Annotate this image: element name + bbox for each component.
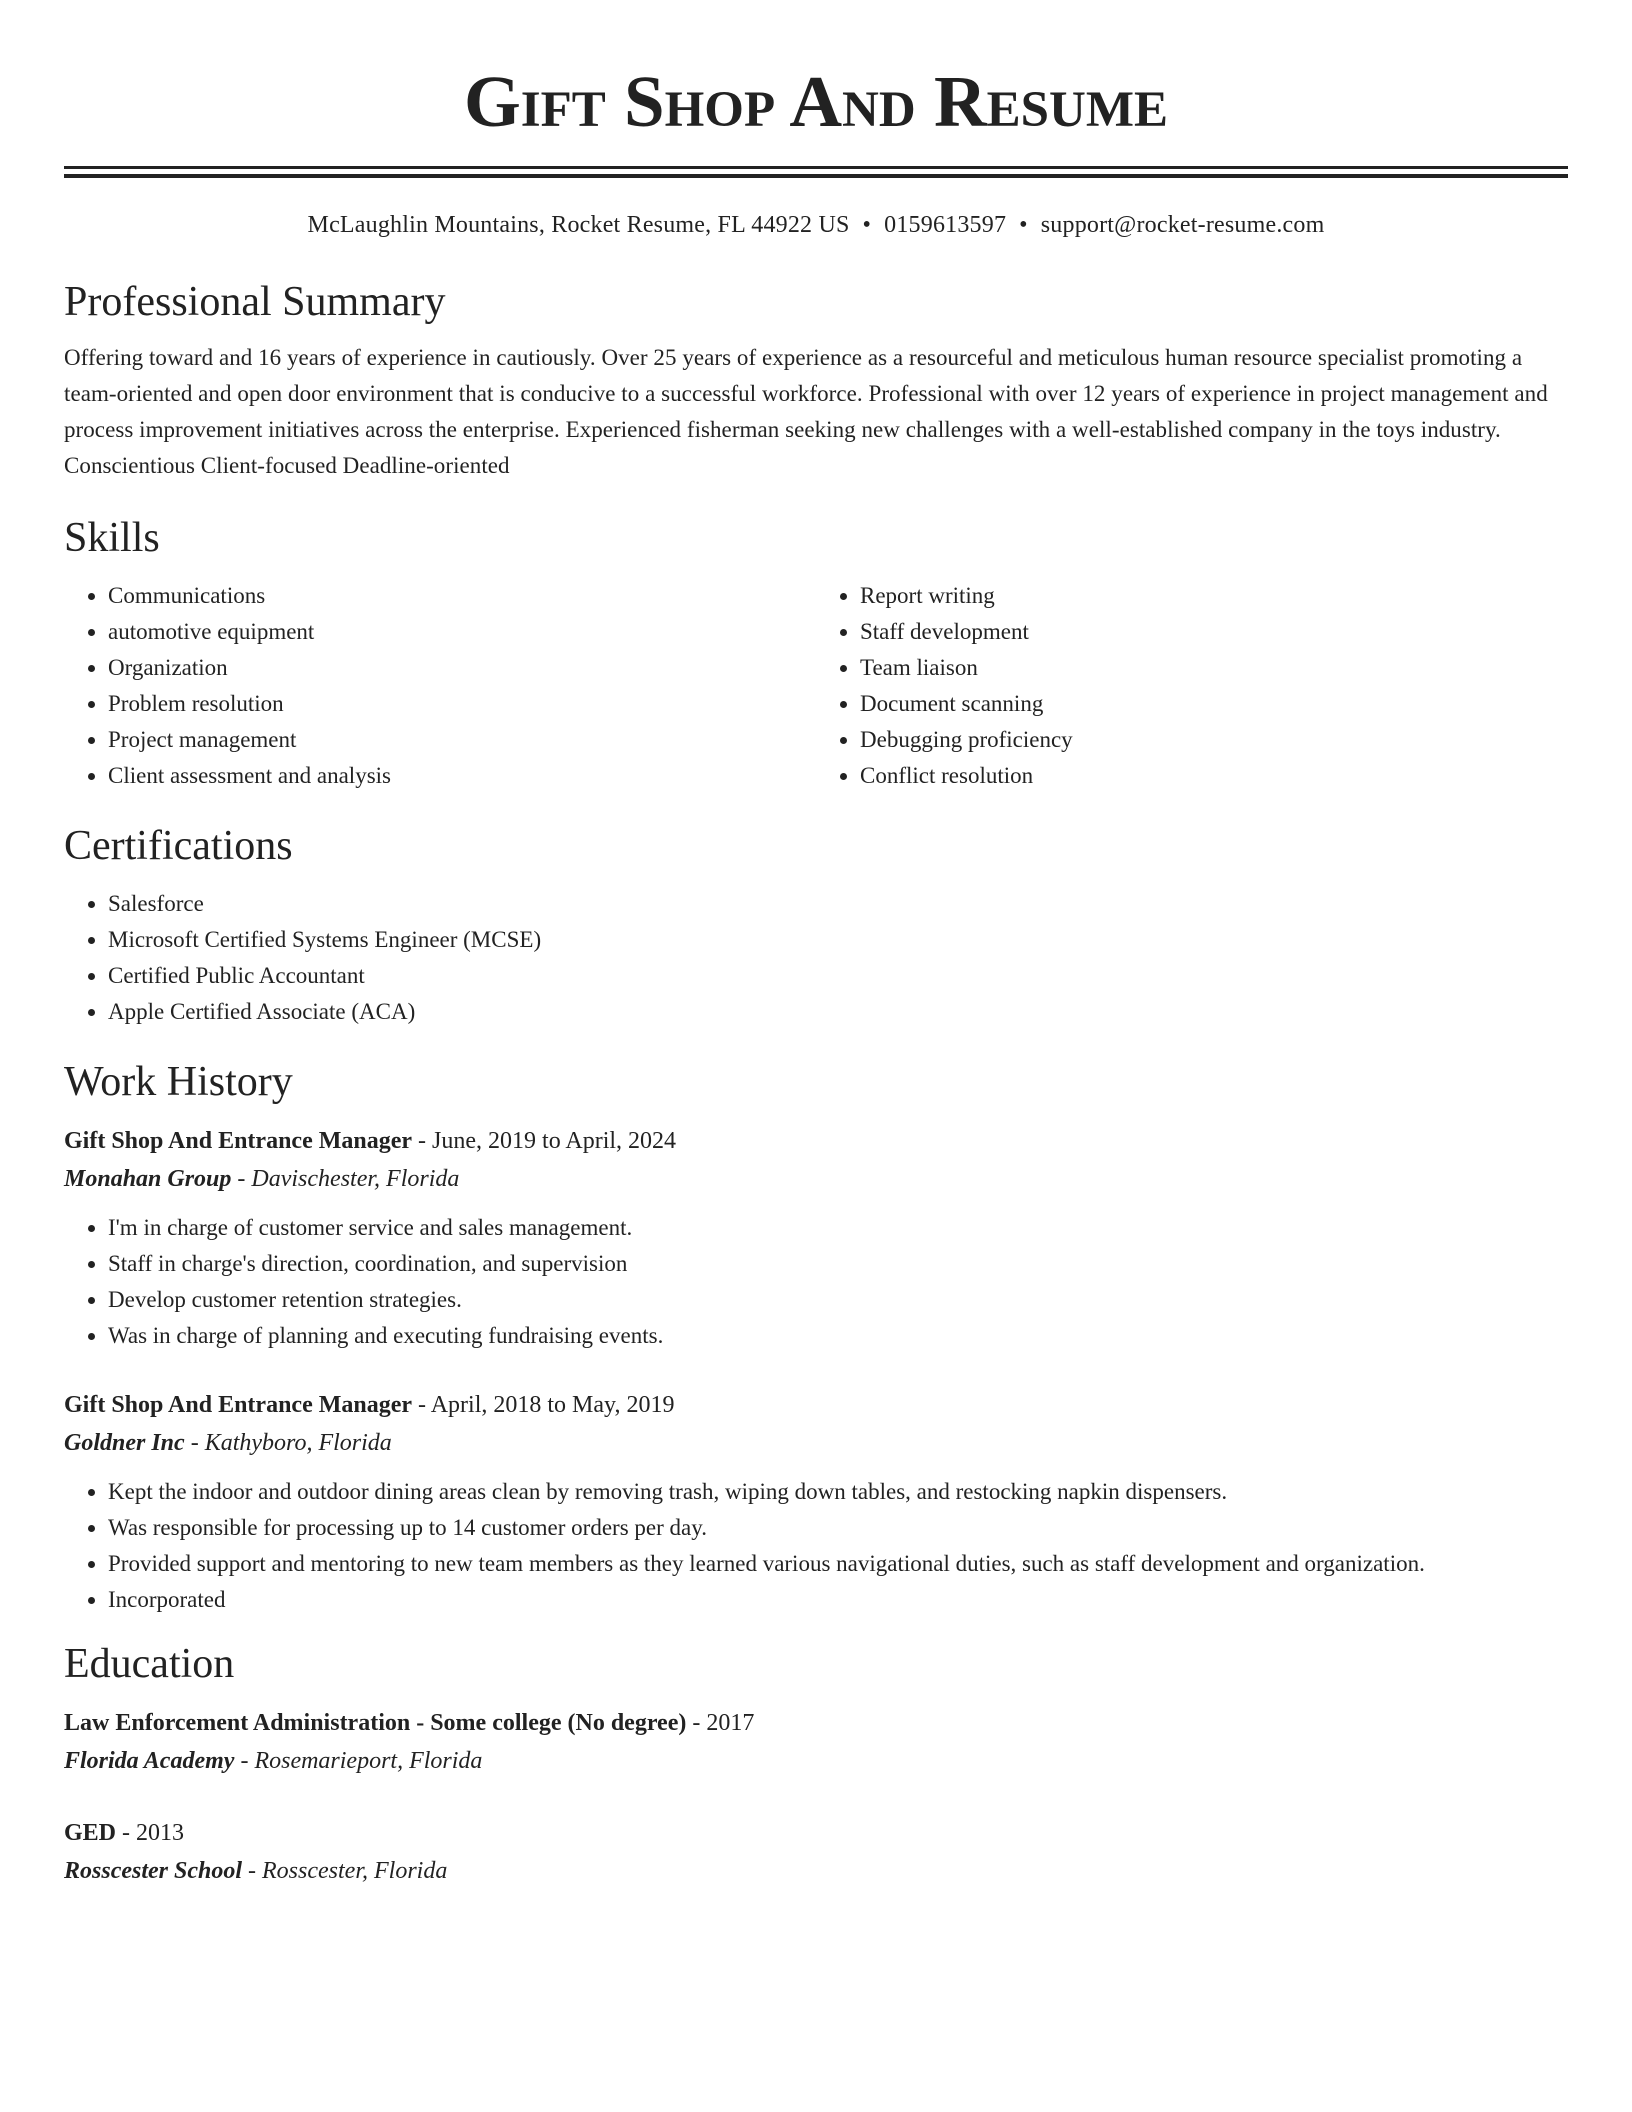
job-duty: • Develop customer retention strategies.	[108, 1282, 1568, 1318]
job-entry	[64, 1122, 1568, 1354]
education-school-line	[64, 1852, 1568, 1890]
contact-separator: •	[862, 212, 872, 238]
education-entry	[64, 1704, 1568, 1780]
certifications-list	[64, 886, 1568, 1030]
skill-item: • Client assessment and analysis	[108, 758, 816, 794]
dash: -	[412, 1128, 433, 1154]
contact-line	[64, 210, 1568, 240]
skill-item: • Communications	[108, 578, 816, 614]
job-company: Goldner Inc	[64, 1430, 185, 1456]
certification-item: • Apple Certified Associate (ACA)	[108, 994, 1568, 1030]
job-company-line	[64, 1160, 1568, 1198]
certification-item: • Salesforce	[108, 886, 1568, 922]
title-rule-bottom	[64, 174, 1568, 178]
job-duties	[64, 1474, 1568, 1618]
job-duty: • Incorporated	[108, 1582, 1568, 1618]
job-company: Monahan Group	[64, 1166, 232, 1192]
resume-title: Gift Shop And Resume	[463, 61, 1169, 142]
dash: -	[242, 1858, 263, 1884]
job-dates: June, 2019 to April, 2024	[432, 1128, 677, 1154]
dash: -	[686, 1710, 707, 1736]
title-rule-top	[64, 166, 1568, 169]
skills-list-right	[816, 578, 1568, 794]
education-location: Rosemarieport, Florida	[254, 1748, 483, 1774]
skill-item: • Problem resolution	[108, 686, 816, 722]
education-year: 2013	[136, 1820, 185, 1846]
dash: -	[412, 1392, 431, 1418]
certification-item: • Certified Public Accountant	[108, 958, 1568, 994]
education-year: 2017	[706, 1710, 755, 1736]
education-entry	[64, 1814, 1568, 1890]
job-location: Kathyboro, Florida	[204, 1430, 392, 1456]
skill-item: • Conflict resolution	[860, 758, 1568, 794]
contact-email: support@rocket-resume.com	[1040, 212, 1325, 238]
work-history-heading: Work History	[64, 1059, 293, 1105]
contact-address: McLaughlin Mountains, Rocket Resume, FL 44922 US	[307, 212, 850, 238]
job-duty: • Was in charge of planning and executing fundraising events.	[108, 1318, 1568, 1354]
job-duty: • Kept the indoor and outdoor dining areas clean by removing trash, wiping down tables, and restocking napkin dispensers.	[108, 1474, 1568, 1510]
education-school: Florida Academy	[64, 1748, 235, 1774]
job-location: Davischester, Florida	[251, 1166, 460, 1192]
dash: -	[234, 1748, 255, 1774]
education-school-line	[64, 1742, 1568, 1780]
contact-separator: •	[1019, 212, 1028, 238]
education-school: Rosscester School	[64, 1858, 243, 1884]
certifications-heading: Certifications	[64, 823, 293, 869]
skill-item: • Report writing	[860, 578, 1568, 614]
contact-phone: 0159613597	[884, 212, 1007, 238]
certification-item: • Microsoft Certified Systems Engineer (MCSE)	[108, 922, 1568, 958]
skills-list-left	[64, 578, 816, 794]
job-duty: • Provided support and mentoring to new team members as they learned various navigational duties, such as staff development and organization.	[108, 1546, 1568, 1582]
skill-item: • Organization	[108, 650, 816, 686]
dash: -	[116, 1820, 137, 1846]
job-entry	[64, 1386, 1568, 1618]
job-title: Gift Shop And Entrance Manager	[64, 1128, 413, 1154]
job-title-line	[64, 1386, 1568, 1424]
education-heading: Education	[64, 1641, 235, 1687]
skill-item: • Team liaison	[860, 650, 1568, 686]
skill-item: • Project management	[108, 722, 816, 758]
education-degree: Law Enforcement Administration - Some college (No degree)	[64, 1710, 687, 1736]
education-degree-line	[64, 1814, 1568, 1852]
job-duty: • Was responsible for processing up to 14 customer orders per day.	[108, 1510, 1568, 1546]
education-location: Rosscester, Florida	[262, 1858, 448, 1884]
skills-heading: Skills	[64, 515, 160, 561]
skill-item: • Debugging proficiency	[860, 722, 1568, 758]
job-duties	[64, 1210, 1568, 1354]
dash: -	[231, 1166, 252, 1192]
education-degree: GED	[64, 1820, 117, 1846]
job-title: Gift Shop And Entrance Manager	[64, 1392, 413, 1418]
skill-item: • Document scanning	[860, 686, 1568, 722]
job-title-line	[64, 1122, 1568, 1160]
summary-heading: Professional Summary	[64, 279, 446, 325]
job-company-line	[64, 1424, 1568, 1462]
skills-columns	[64, 578, 1568, 794]
dash: -	[184, 1430, 205, 1456]
skill-item: • Staff development	[860, 614, 1568, 650]
job-duty: • I'm in charge of customer service and sales management.	[108, 1210, 1568, 1246]
job-dates: April, 2018 to May, 2019	[430, 1392, 675, 1418]
summary-text: Offering toward and 16 years of experience in cautiously. Over 25 years of experience as a resourceful and meticulous human resource specialist promoting a team-oriented and open door environment that is conducive to a successful workforce. Professional with over 12 years of experience in project management and process improvement initiatives across the enterprise. Experienced fisherman seeking new challenges with a well-established company in the toys industry. Conscientious Client-focused Deadline-oriented	[64, 345, 1548, 478]
education-degree-line	[64, 1704, 1568, 1742]
job-duty: • Staff in charge's direction, coordination, and supervision	[108, 1246, 1568, 1282]
skill-item: • automotive equipment	[108, 614, 816, 650]
